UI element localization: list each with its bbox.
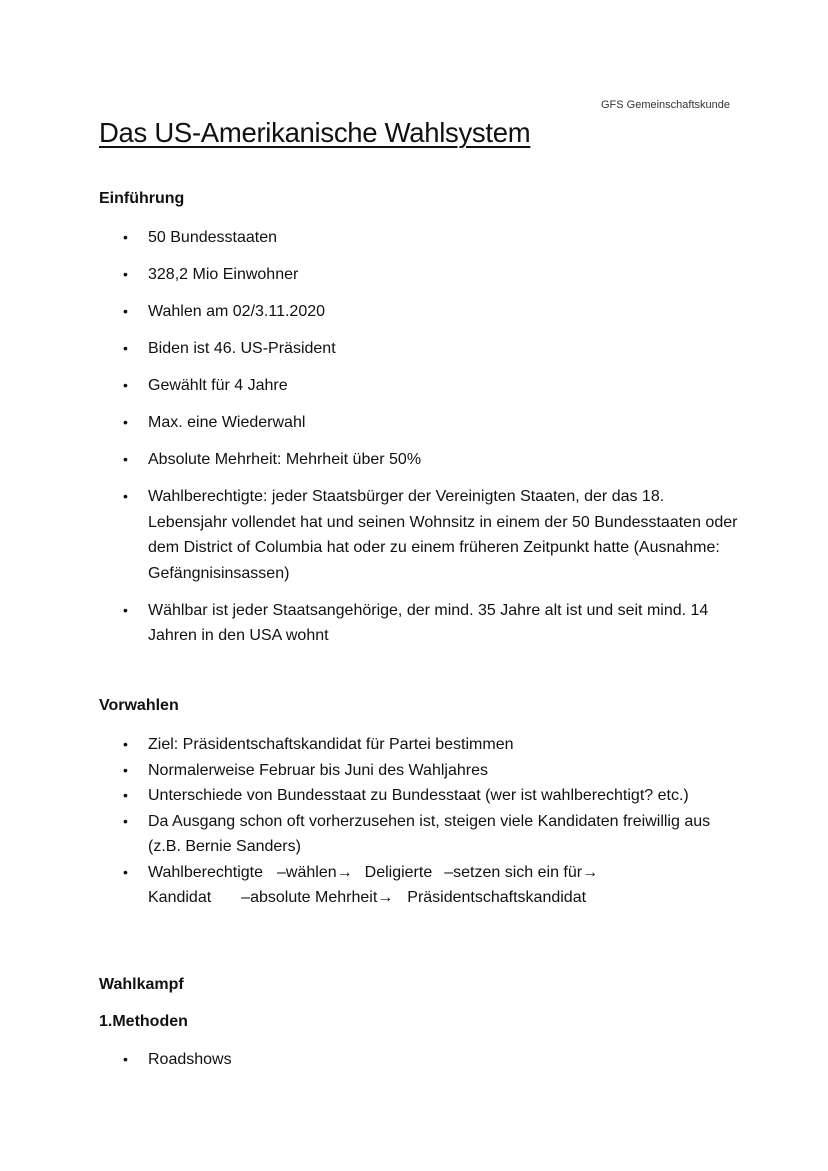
list-item: [99, 299, 739, 325]
list-item-text: Roadshows: [148, 1051, 232, 1068]
bullet-icon: •: [123, 1051, 128, 1067]
list-item: [99, 732, 739, 758]
list-item-text: Gewählt für 4 Jahre: [148, 377, 288, 394]
subheading-methoden: 1.Methoden: [99, 1013, 188, 1030]
list-item: [99, 410, 739, 436]
list-item: [99, 758, 739, 784]
list-item-text: Max. eine Wiederwahl: [148, 414, 306, 431]
flow-arrow-setzen-sich-ein: –setzen sich ein für→: [444, 863, 599, 881]
list-item-text: Biden ist 46. US-Präsident: [148, 340, 336, 357]
election-flow-item: [99, 860, 739, 911]
list-item: [99, 336, 739, 362]
bullet-icon: •: [123, 303, 128, 319]
bullet-icon: •: [123, 340, 128, 356]
bullet-icon: •: [123, 414, 128, 430]
flow-step-deligierte: Deligierte: [364, 863, 433, 881]
list-item: [99, 1047, 739, 1073]
list-item: [99, 447, 739, 473]
vorwahlen-list: [99, 732, 739, 911]
bullet-icon: •: [123, 863, 128, 880]
wahlkampf-list: [99, 1047, 739, 1084]
list-item-text: 328,2 Mio Einwohner: [148, 266, 299, 283]
bullet-icon: •: [123, 761, 128, 778]
section-heading-vorwahlen: Vorwahlen: [99, 697, 179, 714]
section-heading-einfuehrung: Einführung: [99, 190, 185, 207]
list-item-text: Wählbar ist jeder Staatsangehörige, der mind. 35 Jahre alt ist und seit mind. 14 Jahren in den USA wohnt: [148, 601, 709, 644]
bullet-icon: •: [123, 377, 128, 393]
einfuehrung-list: [99, 225, 739, 660]
flow-step-kandidat: Kandidat: [148, 889, 212, 906]
list-item-text: Wahlen am 02/3.11.2020: [148, 303, 326, 320]
list-item-text: 50 Bundesstaaten: [148, 229, 277, 246]
list-item: [99, 262, 739, 288]
list-item: [99, 783, 739, 809]
list-item-text: Normalerweise Februar bis Juni des Wahljahres: [148, 761, 488, 779]
list-item-text: Ziel: Präsidentschaftskandidat für Partei bestimmen: [148, 736, 514, 753]
list-item-text: Wahlberechtigte: jeder Staatsbürger der Vereinigten Staaten, der das 18. Lebensjahr vollendet hat und seinen Wohnsitz in einem der 50 Bundesstaaten oder dem District of Columbia hat oder zu einem früheren Zeitpunkt hatte (Ausnahme: Gefängnisinsassen): [148, 488, 738, 582]
bullet-icon: •: [123, 601, 128, 618]
list-item-text: Absolute Mehrheit: Mehrheit über 50%: [148, 451, 422, 468]
bullet-icon: •: [123, 266, 128, 282]
list-item: [99, 809, 739, 860]
flow-step-praesidentschaftskandidat: Präsidentschaftskandidat: [407, 889, 587, 906]
document-title: Das US-Amerikanische Wahlsystem: [99, 117, 531, 148]
flow-arrow-absolute-mehrheit: –absolute Mehrheit→: [241, 889, 394, 906]
bullet-icon: •: [123, 229, 128, 245]
bullet-icon: •: [123, 812, 128, 829]
section-heading-wahlkampf: Wahlkampf: [99, 976, 184, 993]
list-item-text: Da Ausgang schon oft vorherzusehen ist, steigen viele Kandidaten freiwillig aus (z.B. Bernie Sanders): [148, 812, 711, 855]
list-item-text: Unterschiede von Bundesstaat zu Bundesstaat (wer ist wahlberechtigt? etc.): [148, 787, 689, 804]
bullet-icon: •: [123, 787, 128, 803]
bullet-icon: •: [123, 488, 128, 504]
list-item: [99, 598, 739, 649]
header-note: GFS Gemeinschaftskunde: [600, 99, 730, 111]
bullet-icon: •: [123, 736, 128, 752]
flow-arrow-waehlen: –wählen→: [277, 863, 353, 881]
list-item: [99, 484, 739, 586]
bullet-icon: •: [123, 451, 128, 467]
list-item: [99, 225, 739, 251]
flow-step-wahlberechtigte: Wahlberechtigte: [148, 863, 264, 881]
list-item: [99, 373, 739, 399]
